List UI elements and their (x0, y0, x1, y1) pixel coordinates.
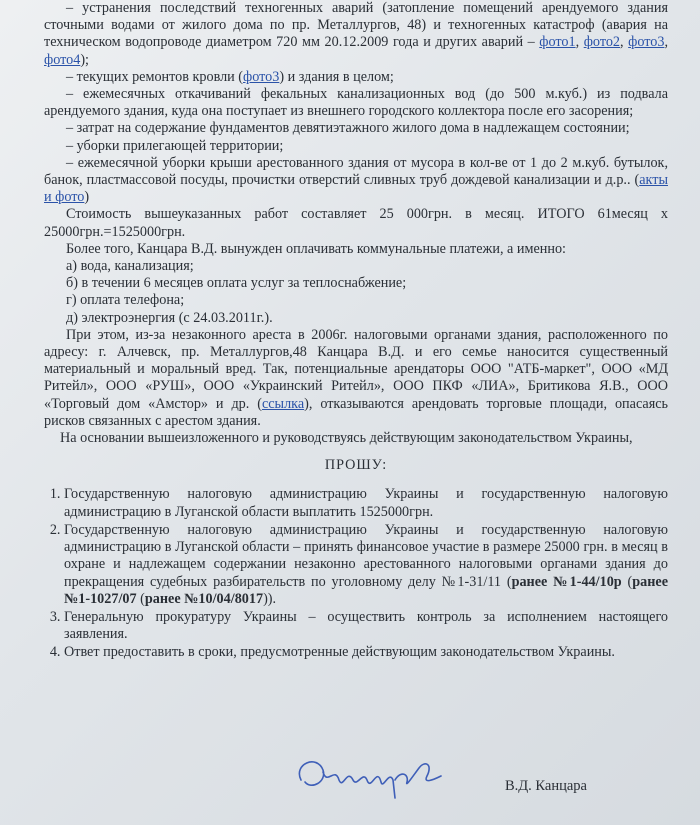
damage-paragraph (44, 327, 668, 430)
signer-name: В.Д. Канцара (505, 778, 587, 794)
text-fragment: Государственную налоговую администрацию Украины и государственную налоговую администрацию в Луганской области – принять финансовое участие в размере 25000 грн. в месяц в охране и надлежащем содержании незаконно арестованного налоговыми органами здания до прекращения судебных разбирательств по уголовному делу №1-31/11 ( (64, 521, 668, 590)
text-fragment: Ответ предоставить в сроки, предусмотренные действующим законодательством Украины. (64, 644, 615, 661)
utilities-list (44, 258, 668, 327)
intro-item (44, 155, 668, 207)
case-number: ранее №1-44/10р (511, 573, 622, 590)
photo-link[interactable]: фото3 (628, 34, 665, 51)
request-item (64, 609, 668, 643)
photo-link[interactable]: акты и фото (44, 172, 668, 206)
utilities-intro: Более того, Канцара В.Д. вынужден оплачивать коммунальные платежи, а именно: (66, 240, 566, 257)
signature-block (0, 740, 700, 810)
text-fragment: , (575, 34, 584, 51)
photo-link[interactable]: фото3 (243, 68, 280, 85)
text-fragment: Генеральную прокуратуру Украины – осуществить контроль за исполнением настоящего заявления. (64, 608, 668, 643)
photo-link[interactable]: ссылка (261, 395, 305, 412)
intro-item (44, 120, 668, 137)
text-fragment: – устранения последствий техногенных аварий (затопление помещений арендуемого здания сточными водами от жилого дома по пр. Металлургов, 48) и техногенных катастроф (авария на техническом водопроводе диаметром 720 мм 20.12.2009 года и других аварий – (44, 0, 668, 51)
intro-item (44, 69, 668, 86)
text-fragment: – затрат на содержание фундаментов девятиэтажного жилого дома в надлежащем состоянии; (66, 120, 630, 137)
intro-item (44, 0, 668, 69)
request-item (64, 522, 668, 608)
text-fragment: ( (621, 573, 633, 590)
cost-paragraph: Стоимость вышеуказанных работ составляет 25 000грн. в месяц. ИТОГО 61месяц х 25000грн.=1525000грн. (44, 206, 668, 240)
photo-link[interactable]: фото1 (539, 34, 576, 51)
utility-item: а) вода, канализация; (66, 258, 194, 275)
text-fragment: ) (84, 189, 90, 206)
text-fragment: Государственную налоговую администрацию Украины и государственную налоговую администрацию в Луганской области выплатить 1525000грн. (64, 486, 668, 520)
handwritten-signature (283, 746, 463, 806)
utility-item: д) электроэнергия (с 24.03.2011г.). (66, 309, 273, 326)
photo-link[interactable]: фото2 (583, 34, 621, 51)
text-fragment: – ежемесячных откачиваний фекальных канализационных вод (до 500 м.куб.) из подвала арендуемого здания, куда она поступает из внешнего городского коллектора после его засорения; (44, 86, 668, 120)
text-fragment: – ежемесячной уборки крыши арестованного здания от мусора в кол-ве от 1 до 2 м.куб. бутылок, банок, пластмассовой посуды, прочистки отверстий сливных труб дождевой канализации и д.р.. ( (44, 154, 668, 189)
text-fragment: , (664, 34, 669, 51)
case-number: ранее №1-1027/07 (64, 573, 668, 607)
intro-item (44, 86, 668, 120)
utility-item: г) оплата телефона; (66, 292, 185, 309)
text-fragment: , (620, 34, 629, 51)
request-list (44, 486, 668, 661)
photo-link[interactable]: фото4 (44, 51, 81, 68)
text-fragment: ( (136, 590, 145, 607)
utility-item: б) в течении 6 месяцев оплата услуг за теплоснабжение; (66, 275, 407, 292)
basis-paragraph: На основании вышеизложенного и руководствуясь действующим законодательством Украины, (60, 430, 633, 447)
text-fragment: ); (80, 51, 89, 68)
case-number: ранее №10/04/8017 (144, 590, 264, 607)
request-item (64, 644, 668, 661)
text-fragment: – текущих ремонтов кровли ( (66, 68, 244, 85)
text-fragment: )). (263, 590, 277, 607)
request-heading: ПРОШУ: (324, 457, 388, 474)
text-fragment: – уборки прилегающей территории; (66, 137, 284, 154)
request-item (64, 486, 668, 520)
text-fragment: ) и здания в целом; (279, 68, 394, 85)
intro-item (44, 138, 668, 155)
text-fragment: ), отказываются арендовать торговые площади, опасаясь рисков связанных с арестом здания. (44, 395, 668, 429)
intro-list (44, 0, 668, 206)
text-fragment: При этом, из-за незаконного ареста в 2006г. налоговыми органами здания, расположенного по адресу: г. Алчевск, пр. Металлургов,48 Канцара В.Д. и его семье наносится существенный материальный и моральный вред. Так, потенциальные арендаторы ООО "АТБ-маркет", ООО «МД Ритейл», ООО «РУШ», ООО «Украинский Ритейл», ООО ПКФ «ЛИА», Бритикова Я.В., ООО «Торговый дом «Амстор» и др. ( (44, 326, 668, 412)
